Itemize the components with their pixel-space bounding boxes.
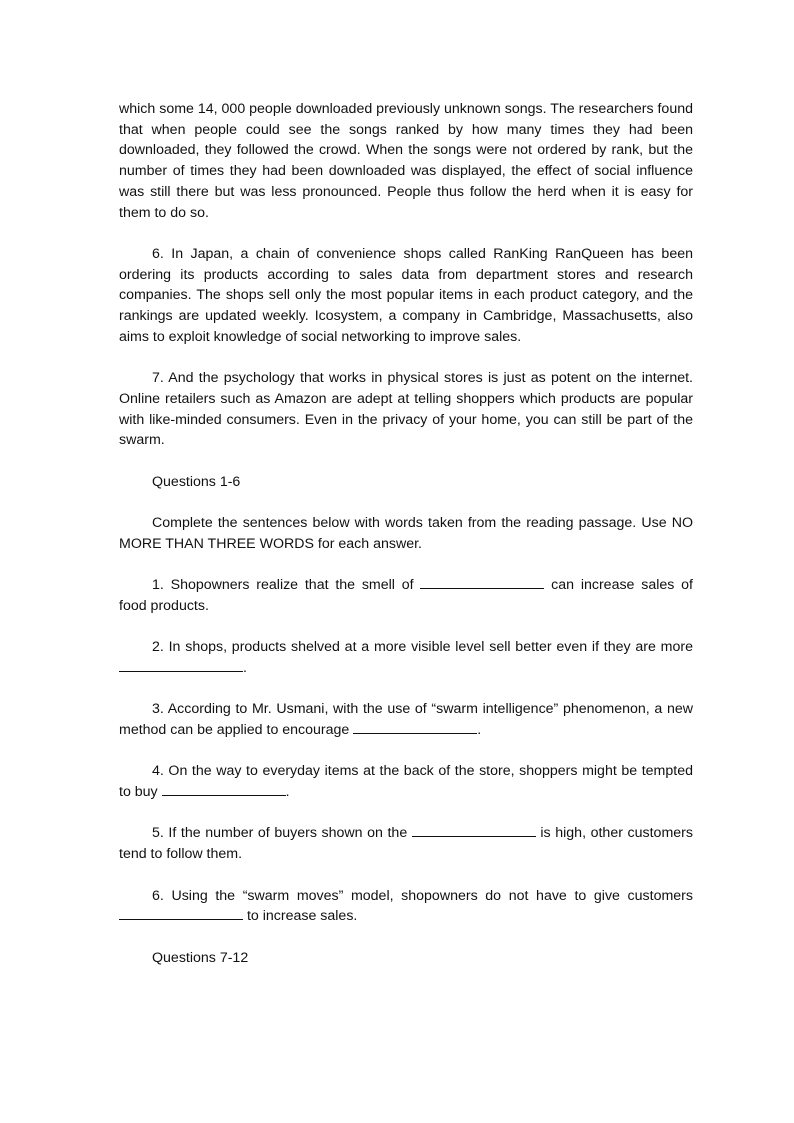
paragraph-5-continued: which some 14, 000 people downloaded previously unknown songs. The researchers found that when people could see the songs ranked by how many times they had been downloaded, they followed the crowd. When the songs were not ordered by rank, but the number of times they had been downloaded was displayed, the effect of social influence was still there but was less pronounced. People thus follow the herd when it is easy for them to do so. bbox=[119, 101, 693, 221]
paragraph-6: 6. In Japan, a chain of convenience shops called RanKing RanQueen has been ordering its products according to sales data from department stores and research companies. The shops sell only the most popular items in each product category, and the rankings are updated weekly. Icosystem, a company in Cambridge, Massachusetts, also aims to exploit knowledge of social networking to improve sales. bbox=[119, 245, 693, 345]
paragraph-7: 7. And the psychology that works in physical stores is just as potent on the internet. Online retailers such as Amazon are adept at telling shoppers which products are popular with like-minded consumers. Even in the privacy of your home, you can still be part of the swarm. bbox=[119, 370, 693, 449]
question-5-text: 5. If the number of buyers shown on the bbox=[152, 825, 408, 842]
questions-7-12-heading: Questions 7-12 bbox=[152, 949, 249, 966]
document-page bbox=[119, 99, 693, 989]
question-3-tail: . bbox=[477, 721, 482, 738]
question-2 bbox=[119, 637, 693, 678]
question-4-tail: . bbox=[285, 784, 290, 801]
question-2-tail: . bbox=[243, 659, 247, 676]
answer-blank-5[interactable] bbox=[412, 823, 536, 837]
question-4-text: 4. On the way to everyday items at the back of the store, shoppers might be tempted to buy bbox=[119, 763, 693, 801]
question-1 bbox=[119, 575, 693, 616]
answer-blank-3[interactable] bbox=[353, 720, 477, 734]
question-3-text: 3. According to Mr. Usmani, with the use of “swarm intelligence” phenomenon, a new method can be applied to encourage bbox=[119, 701, 693, 738]
answer-blank-2[interactable] bbox=[119, 658, 243, 672]
question-1-tail: can increase sales of food products. bbox=[119, 577, 693, 614]
answer-blank-4[interactable] bbox=[162, 782, 286, 796]
question-3 bbox=[119, 699, 693, 740]
question-2-text: 2. In shops, products shelved at a more visible level sell better even if they are more bbox=[152, 639, 693, 656]
answer-blank-1[interactable] bbox=[420, 575, 544, 589]
question-6-text: 6. Using the “swarm moves” model, shopowners do not have to give customers bbox=[152, 887, 693, 904]
question-5 bbox=[119, 823, 693, 864]
answer-blank-6[interactable] bbox=[119, 906, 243, 920]
question-4 bbox=[119, 761, 693, 802]
questions-1-6-instruction: Complete the sentences below with words taken from the reading passage. Use NO MORE THAN THREE WORDS for each answer. bbox=[119, 515, 693, 552]
questions-1-6-heading: Questions 1-6 bbox=[152, 473, 241, 490]
question-1-text: 1. Shopowners realize that the smell of bbox=[152, 577, 414, 594]
question-6-tail: to increase sales. bbox=[246, 908, 358, 925]
question-5-tail: is high, other customers tend to follow them. bbox=[119, 825, 693, 863]
question-6 bbox=[119, 886, 693, 927]
